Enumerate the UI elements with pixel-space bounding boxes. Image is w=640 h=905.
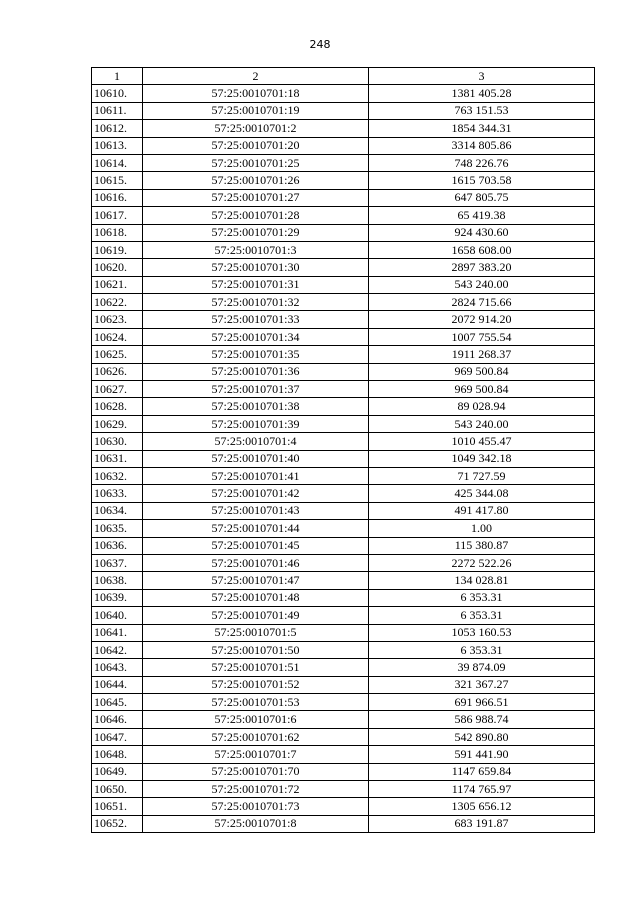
cadastral-number: 57:25:0010701:70 [143, 763, 369, 780]
row-number: 10633. [92, 485, 143, 502]
cadastral-number: 57:25:0010701:51 [143, 659, 369, 676]
cadastral-value: 2072 914.20 [369, 311, 595, 328]
cadastral-number: 57:25:0010701:35 [143, 346, 369, 363]
cadastral-number: 57:25:0010701:20 [143, 137, 369, 154]
row-number: 10630. [92, 433, 143, 450]
cadastral-value: 6 353.31 [369, 589, 595, 606]
cadastral-number: 57:25:0010701:46 [143, 554, 369, 571]
table-row [92, 137, 595, 154]
cadastral-value: 491 417.80 [369, 502, 595, 519]
cadastral-number: 57:25:0010701:25 [143, 154, 369, 171]
table-row [92, 641, 595, 658]
cadastral-number: 57:25:0010701:6 [143, 711, 369, 728]
cadastral-number: 57:25:0010701:44 [143, 520, 369, 537]
row-number: 10641. [92, 624, 143, 641]
cadastral-value: 1049 342.18 [369, 450, 595, 467]
table-row [92, 781, 595, 798]
cadastral-value: 1911 268.37 [369, 346, 595, 363]
cadastral-value: 969 500.84 [369, 381, 595, 398]
row-number: 10613. [92, 137, 143, 154]
row-number: 10612. [92, 120, 143, 137]
table-row [92, 450, 595, 467]
row-number: 10616. [92, 189, 143, 206]
cadastral-number: 57:25:0010701:36 [143, 363, 369, 380]
cadastral-value: 543 240.00 [369, 276, 595, 293]
cadastral-number: 57:25:0010701:27 [143, 189, 369, 206]
table-row [92, 746, 595, 763]
table-row [92, 398, 595, 415]
row-number: 10625. [92, 346, 143, 363]
table-row [92, 224, 595, 241]
cadastral-number: 57:25:0010701:26 [143, 172, 369, 189]
row-number: 10621. [92, 276, 143, 293]
cadastral-number: 57:25:0010701:43 [143, 502, 369, 519]
cadastral-value: 1147 659.84 [369, 763, 595, 780]
cadastral-number: 57:25:0010701:72 [143, 781, 369, 798]
cadastral-value: 2824 715.66 [369, 294, 595, 311]
table-row [92, 485, 595, 502]
table-row [92, 328, 595, 345]
row-number: 10639. [92, 589, 143, 606]
row-number: 10643. [92, 659, 143, 676]
cadastral-value: 586 988.74 [369, 711, 595, 728]
row-number: 10624. [92, 328, 143, 345]
cadastral-value: 71 727.59 [369, 467, 595, 484]
row-number: 10620. [92, 259, 143, 276]
row-number: 10626. [92, 363, 143, 380]
table-row [92, 815, 595, 832]
row-number: 10635. [92, 520, 143, 537]
row-number: 10618. [92, 224, 143, 241]
cadastral-value: 1854 344.31 [369, 120, 595, 137]
cadastral-value: 683 191.87 [369, 815, 595, 832]
cadastral-number: 57:25:0010701:31 [143, 276, 369, 293]
table-row [92, 659, 595, 676]
table-row [92, 259, 595, 276]
cadastral-value: 6 353.31 [369, 607, 595, 624]
row-number: 10611. [92, 102, 143, 119]
table-row [92, 624, 595, 641]
cadastral-number: 57:25:0010701:52 [143, 676, 369, 693]
row-number: 10632. [92, 467, 143, 484]
table-row [92, 520, 595, 537]
cadastral-value: 1658 608.00 [369, 241, 595, 258]
row-number: 10651. [92, 798, 143, 815]
cadastral-value: 691 966.51 [369, 694, 595, 711]
cadastral-value: 2897 383.20 [369, 259, 595, 276]
cadastral-number: 57:25:0010701:29 [143, 224, 369, 241]
cadastral-value: 1174 765.97 [369, 781, 595, 798]
cadastral-number: 57:25:0010701:50 [143, 641, 369, 658]
row-number: 10617. [92, 207, 143, 224]
table-row [92, 241, 595, 258]
column-header-1: 1 [92, 68, 143, 85]
table-row [92, 711, 595, 728]
row-number: 10652. [92, 815, 143, 832]
table-row [92, 554, 595, 571]
registry-table [91, 67, 595, 833]
cadastral-value: 1053 160.53 [369, 624, 595, 641]
table-row [92, 694, 595, 711]
cadastral-number: 57:25:0010701:4 [143, 433, 369, 450]
row-number: 10614. [92, 154, 143, 171]
cadastral-number: 57:25:0010701:32 [143, 294, 369, 311]
cadastral-value: 6 353.31 [369, 641, 595, 658]
cadastral-number: 57:25:0010701:53 [143, 694, 369, 711]
cadastral-value: 1305 656.12 [369, 798, 595, 815]
cadastral-number: 57:25:0010701:42 [143, 485, 369, 502]
row-number: 10650. [92, 781, 143, 798]
cadastral-number: 57:25:0010701:34 [143, 328, 369, 345]
cadastral-number: 57:25:0010701:62 [143, 728, 369, 745]
cadastral-number: 57:25:0010701:48 [143, 589, 369, 606]
table-row [92, 502, 595, 519]
table-row [92, 189, 595, 206]
table-row [92, 467, 595, 484]
cadastral-value: 748 226.76 [369, 154, 595, 171]
table-row [92, 154, 595, 171]
table-row [92, 676, 595, 693]
table-row [92, 381, 595, 398]
table-row [92, 798, 595, 815]
cadastral-value: 969 500.84 [369, 363, 595, 380]
table-row [92, 728, 595, 745]
cadastral-value: 542 890.80 [369, 728, 595, 745]
cadastral-number: 57:25:0010701:37 [143, 381, 369, 398]
row-number: 10610. [92, 85, 143, 102]
cadastral-number: 57:25:0010701:5 [143, 624, 369, 641]
row-number: 10640. [92, 607, 143, 624]
cadastral-number: 57:25:0010701:7 [143, 746, 369, 763]
cadastral-value: 321 367.27 [369, 676, 595, 693]
table-row [92, 294, 595, 311]
row-number: 10628. [92, 398, 143, 415]
row-number: 10629. [92, 415, 143, 432]
cadastral-number: 57:25:0010701:3 [143, 241, 369, 258]
row-number: 10637. [92, 554, 143, 571]
table-row [92, 572, 595, 589]
cadastral-value: 3314 805.86 [369, 137, 595, 154]
column-header-2: 2 [143, 68, 369, 85]
table-row [92, 433, 595, 450]
row-number: 10623. [92, 311, 143, 328]
row-number: 10631. [92, 450, 143, 467]
table-row [92, 415, 595, 432]
row-number: 10642. [92, 641, 143, 658]
cadastral-number: 57:25:0010701:18 [143, 85, 369, 102]
row-number: 10647. [92, 728, 143, 745]
row-number: 10634. [92, 502, 143, 519]
cadastral-number: 57:25:0010701:33 [143, 311, 369, 328]
cadastral-number: 57:25:0010701:40 [143, 450, 369, 467]
cadastral-value: 39 874.09 [369, 659, 595, 676]
row-number: 10646. [92, 711, 143, 728]
column-header-3: 3 [369, 68, 595, 85]
cadastral-value: 115 380.87 [369, 537, 595, 554]
table-row [92, 346, 595, 363]
cadastral-value: 1381 405.28 [369, 85, 595, 102]
cadastral-number: 57:25:0010701:73 [143, 798, 369, 815]
cadastral-number: 57:25:0010701:41 [143, 467, 369, 484]
cadastral-value: 763 151.53 [369, 102, 595, 119]
table-header-row [92, 68, 595, 85]
row-number: 10636. [92, 537, 143, 554]
row-number: 10649. [92, 763, 143, 780]
cadastral-number: 57:25:0010701:38 [143, 398, 369, 415]
cadastral-value: 543 240.00 [369, 415, 595, 432]
row-number: 10644. [92, 676, 143, 693]
cadastral-value: 134 028.81 [369, 572, 595, 589]
row-number: 10645. [92, 694, 143, 711]
table-row [92, 607, 595, 624]
page-number: 248 [309, 38, 331, 51]
cadastral-number: 57:25:0010701:39 [143, 415, 369, 432]
cadastral-number: 57:25:0010701:45 [143, 537, 369, 554]
table-row [92, 537, 595, 554]
table-row [92, 363, 595, 380]
row-number: 10648. [92, 746, 143, 763]
table-body [92, 85, 595, 833]
row-number: 10622. [92, 294, 143, 311]
cadastral-value: 1010 455.47 [369, 433, 595, 450]
table-row [92, 589, 595, 606]
cadastral-number: 57:25:0010701:8 [143, 815, 369, 832]
cadastral-value: 2272 522.26 [369, 554, 595, 571]
cadastral-number: 57:25:0010701:47 [143, 572, 369, 589]
cadastral-number: 57:25:0010701:28 [143, 207, 369, 224]
row-number: 10638. [92, 572, 143, 589]
cadastral-value: 1.00 [369, 520, 595, 537]
cadastral-number: 57:25:0010701:2 [143, 120, 369, 137]
cadastral-number: 57:25:0010701:19 [143, 102, 369, 119]
table-row [92, 207, 595, 224]
table-row [92, 85, 595, 102]
cadastral-number: 57:25:0010701:49 [143, 607, 369, 624]
cadastral-value: 924 430.60 [369, 224, 595, 241]
row-number: 10627. [92, 381, 143, 398]
row-number: 10615. [92, 172, 143, 189]
cadastral-value: 1007 755.54 [369, 328, 595, 345]
cadastral-value: 591 441.90 [369, 746, 595, 763]
cadastral-number: 57:25:0010701:30 [143, 259, 369, 276]
table-row [92, 102, 595, 119]
row-number: 10619. [92, 241, 143, 258]
table-row [92, 120, 595, 137]
cadastral-value: 425 344.08 [369, 485, 595, 502]
table-row [92, 311, 595, 328]
cadastral-value: 1615 703.58 [369, 172, 595, 189]
cadastral-value: 65 419.38 [369, 207, 595, 224]
table-row [92, 172, 595, 189]
cadastral-value: 89 028.94 [369, 398, 595, 415]
table-row [92, 276, 595, 293]
cadastral-value: 647 805.75 [369, 189, 595, 206]
table-row [92, 763, 595, 780]
